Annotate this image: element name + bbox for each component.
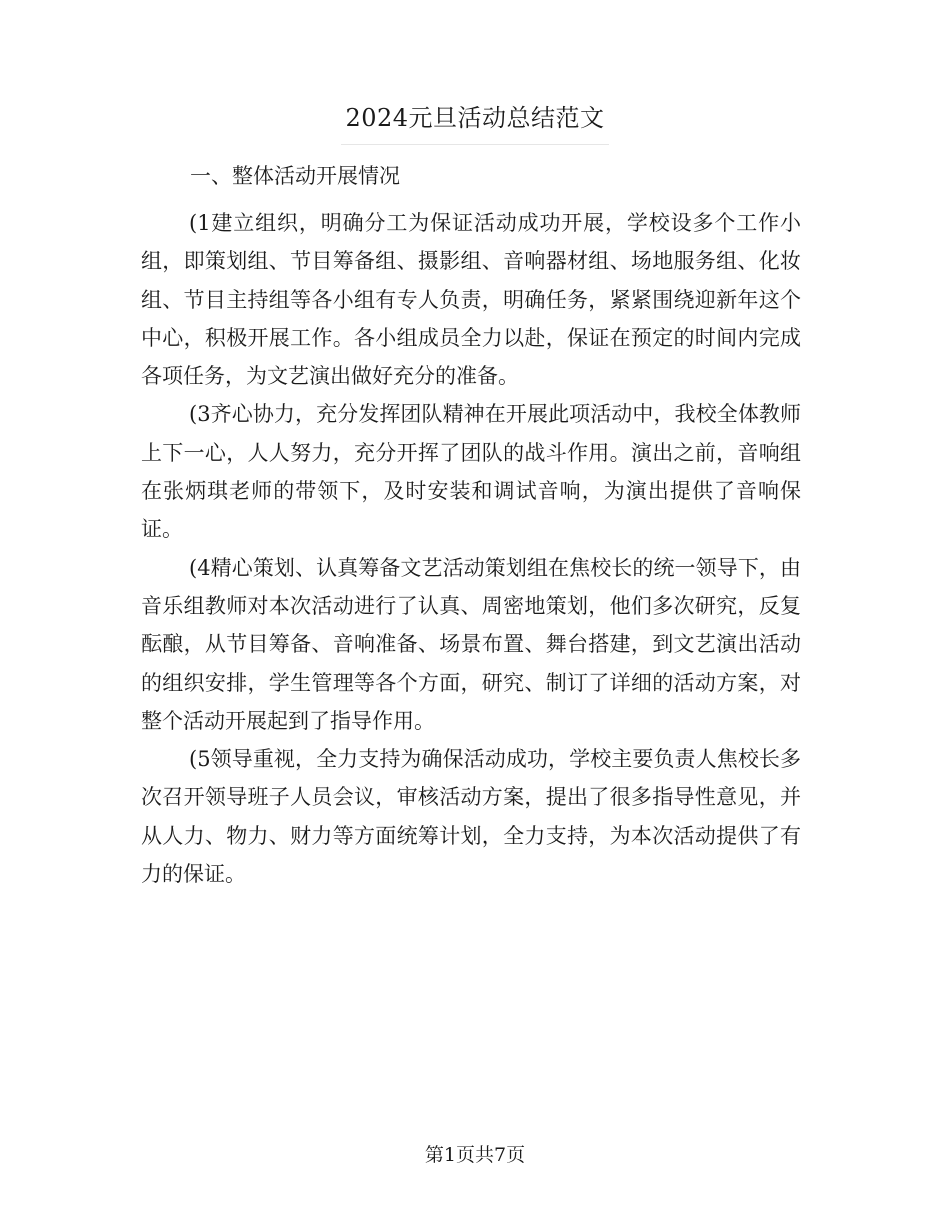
- paragraph-1: (1建立组织，明确分工为保证活动成功开展，学校设多个工作小组，即策划组、节目筹备组、摄影组、音响器材组、场地服务组、化妆组、节目主持组等各小组有专人负责，明确任务，紧紧围绕迎新年这个中心，积极开展工作。各小组成员全力以赴，保证在预定的时间内完成各项任务，为文艺演出做好充分的准备。: [141, 211, 801, 389]
- section-heading: 一、整体活动开展情况: [190, 164, 400, 188]
- paragraph-3: (4精心策划、认真筹备文艺活动策划组在焦校长的统一领导下，由音乐组教师对本次活动进行了认真、周密地策划，他们多次研究，反复酝酿，从节目筹备、音响准备、场景布置、舞台搭建，到文艺演出活动的组织安排，学生管理等各个方面，研究、制订了详细的活动方案，对整个活动开展起到了指导作用。: [141, 555, 801, 733]
- document-body: [141, 204, 801, 893]
- page-title: 2024元旦活动总结范文: [341, 98, 608, 145]
- page-number-footer: 第1页共7页: [424, 1144, 526, 1166]
- paragraph-4: (5领导重视，全力支持为确保活动成功，学校主要负责人焦校长多次召开领导班子人员会议，审核活动方案，提出了很多指导性意见，并从人力、物力、财力等方面统筹计划，全力支持，为本次活动提供了有力的保证。: [141, 747, 801, 887]
- paragraph-2: (3齐心协力，充分发挥团队精神在开展此项活动中，我校全体教师上下一心，人人努力，充分开挥了团队的战斗作用。演出之前，音响组在张炳琪老师的带领下，及时安装和调试音响，为演出提供了音响保证。: [141, 402, 801, 542]
- title-container: [0, 98, 950, 145]
